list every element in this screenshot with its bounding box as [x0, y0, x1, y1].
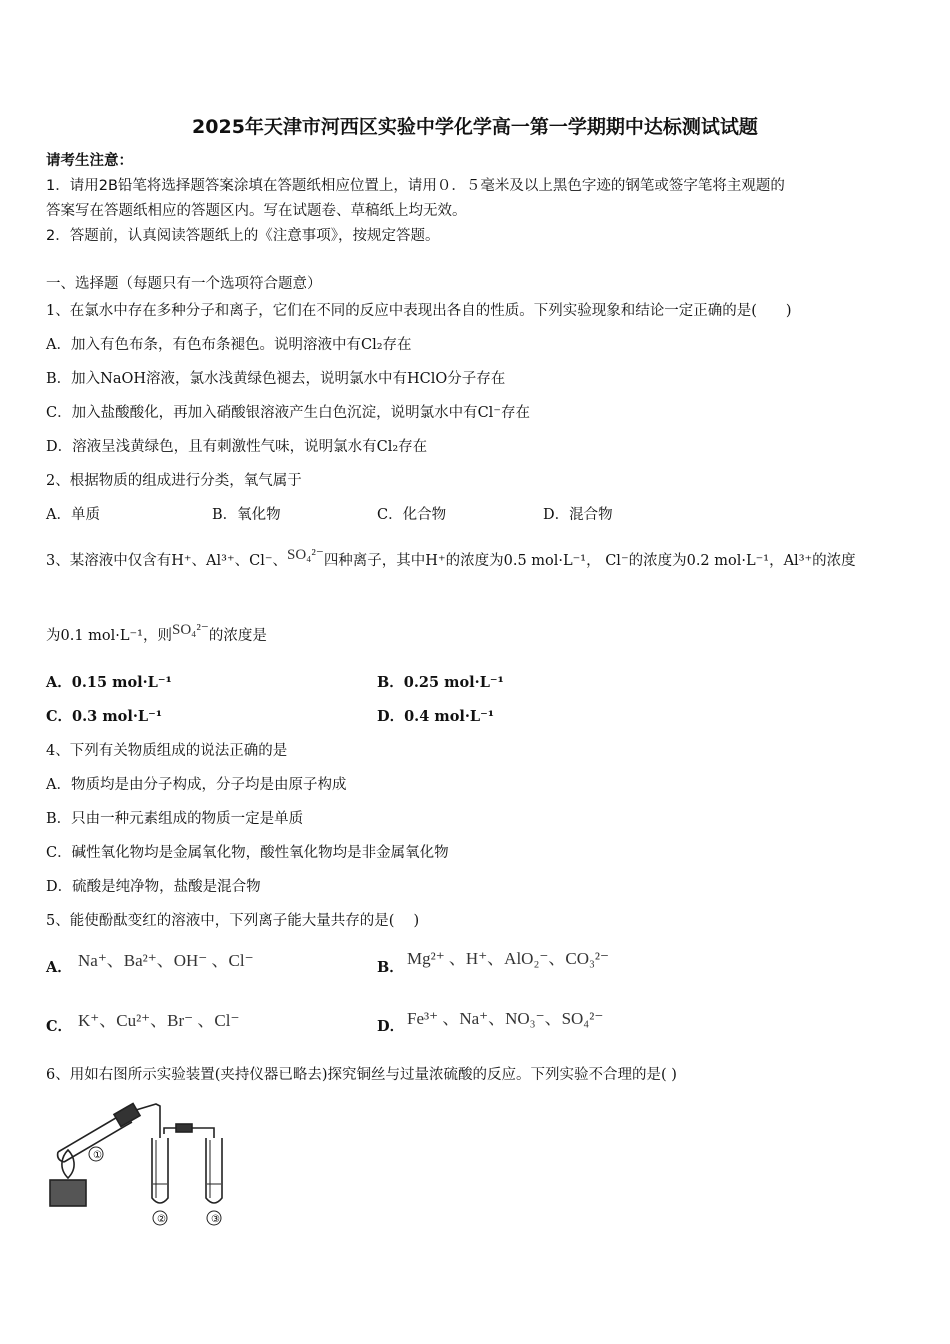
notice-item-2: 2．答题前，认真阅读答题纸上的《注意事项》，按规定答题。	[46, 228, 440, 244]
q3-stem2-pre: 为0.1 mol·L⁻¹，则	[46, 628, 172, 644]
q2-option-a: A．单质	[46, 507, 100, 523]
q5-stem: 5、能使酚酞变红的溶液中，下列离子能大量共存的是( )	[46, 913, 420, 929]
sulfate-ion: SO₄²⁻	[286, 547, 324, 563]
q5-option-c-ions: K⁺、Cu²⁺、Br⁻ 、Cl⁻	[78, 1011, 240, 1030]
q3-stem-post: 四种离子，其中H⁺的浓度为0.5 mol·L⁻¹， Cl⁻的浓度为0.2 mol·L⁻¹，Al³⁺的浓度	[323, 553, 856, 569]
diagram-label-2: ②	[157, 1214, 166, 1225]
q5-option-d-ions: Fe³⁺ 、Na⁺、NO₃⁻、SO₄²⁻	[407, 1009, 604, 1028]
q4-option-c: C．碱性氧化物均是金属氧化物，酸性氧化物均是非金属氧化物	[46, 845, 449, 861]
q1-option-b: B．加入NaOH溶液，氯水浅黄绿色褪去，说明氯水中有HClO分子存在	[46, 371, 506, 387]
heating-block-icon	[50, 1180, 86, 1206]
q2-option-d: D．混合物	[543, 507, 613, 523]
notice-heading: 请考生注意：	[46, 153, 133, 169]
q1-option-a: A．加入有色布条，有色布条褪色。说明溶液中有Cl₂存在	[46, 337, 412, 353]
q3-stem-line1	[46, 547, 856, 572]
q4-option-b: B．只由一种元素组成的物质一定是单质	[46, 811, 304, 827]
diagram-label-3: ③	[211, 1214, 220, 1225]
section-heading: 一、选择题（每题只有一个选项符合题意）	[46, 276, 322, 292]
q3-option-d: D．0.4 mol·L⁻¹	[377, 708, 495, 725]
test-tube-2-icon	[152, 1138, 168, 1203]
q3-stem-pre: 3、某溶液中仅含有H⁺、Al³⁺、Cl⁻、	[46, 553, 287, 569]
stopper-icon	[114, 1103, 140, 1126]
diagram-label-1: ①	[93, 1150, 102, 1161]
q3-option-b: B．0.25 mol·L⁻¹	[377, 674, 504, 691]
q3-stem2-post: 的浓度是	[208, 628, 267, 644]
flame-icon	[62, 1150, 74, 1178]
q2-option-c: C．化合物	[377, 507, 447, 523]
q3-option-c: C．0.3 mol·L⁻¹	[46, 708, 163, 725]
q5-option-a-ions: Na⁺、Ba²⁺、OH⁻ 、Cl⁻	[78, 951, 254, 970]
experiment-apparatus-diagram	[44, 1098, 244, 1228]
sulfate-ion: SO₄²⁻	[172, 622, 209, 638]
delivery-tube-icon	[136, 1104, 160, 1138]
notice-item-1b: 答案写在答题纸相应的答题区内。写在试题卷、草稿纸上均无效。	[46, 203, 467, 219]
q4-option-d: D．硫酸是纯净物，盐酸是混合物	[46, 879, 261, 895]
q5-option-b-label: B．	[377, 959, 404, 976]
q5-option-a-label: A．	[46, 959, 72, 976]
q4-stem: 4、下列有关物质组成的说法正确的是	[46, 743, 288, 759]
q2-option-b: B．氧化物	[212, 507, 281, 523]
q3-stem-line2	[46, 622, 267, 647]
notice-item-1a: 1．请用2B铅笔将选择题答案涂填在答题纸相应位置上，请用０．５毫米及以上黑色字迹的钢笔或签字笔将主观题的	[46, 178, 785, 194]
q5-option-b-ions: Mg²⁺ 、H⁺、AlO₂⁻、CO₃²⁻	[407, 949, 609, 968]
q1-option-c: C．加入盐酸酸化，再加入硝酸银溶液产生白色沉淀，说明氯水中有Cl⁻存在	[46, 405, 530, 421]
q5-option-c-label: C．	[46, 1018, 73, 1035]
q1-stem: 1、在氯水中存在多种分子和离子，它们在不同的反应中表现出各自的性质。下列实验现象和结论一定正确的是( )	[46, 303, 792, 319]
q4-option-a: A．物质均是由分子构成，分子均是由原子构成	[46, 777, 347, 793]
test-tube-3-icon	[206, 1138, 222, 1203]
q5-option-d-label: D．	[377, 1018, 405, 1035]
q6-stem: 6、用如右图所示实验装置(夹持仪器已略去)探究铜丝与过量浓硫酸的反应。下列实验不合理的是( )	[46, 1067, 677, 1083]
q1-option-d: D．溶液呈浅黄绿色，且有刺激性气味，说明氯水有Cl₂存在	[46, 439, 428, 455]
page-title: 2025年天津市河西区实验中学化学高一第一学期期中达标测试试题	[192, 116, 758, 138]
q3-option-a: A．0.15 mol·L⁻¹	[46, 674, 172, 691]
q2-stem: 2、根据物质的组成进行分类，氧气属于	[46, 473, 302, 489]
